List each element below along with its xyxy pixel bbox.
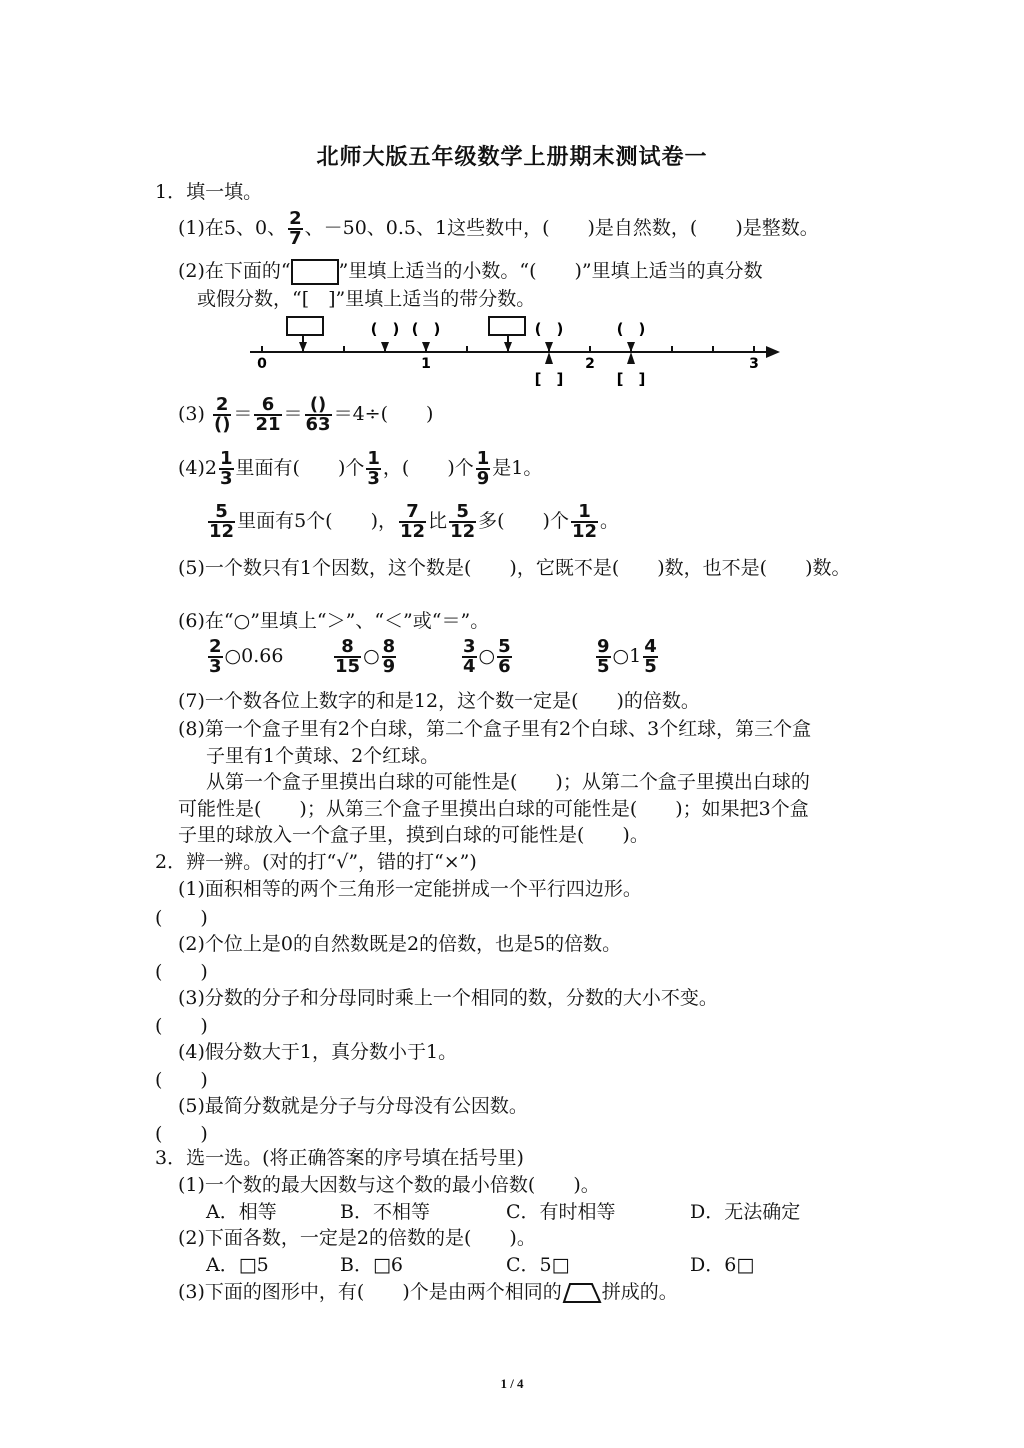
compare-circle: ○ xyxy=(363,645,380,667)
s3-q1-option-b: B．不相等 xyxy=(340,1201,430,1223)
fraction: $\frac{3}{4}$ xyxy=(463,636,476,677)
s3-q2-option-b: B．□6 xyxy=(340,1254,404,1276)
paren-label: ( ) xyxy=(534,320,564,338)
answer-box xyxy=(291,259,339,285)
compare-circle: ○ xyxy=(478,645,496,667)
fraction: $\frac{1}{12}$ xyxy=(571,501,598,542)
q1-4-line1 xyxy=(178,450,542,488)
s2-answer-blank: ( ) xyxy=(155,1015,208,1037)
text: 多( )个 xyxy=(478,510,569,532)
tick-label-1: 1 xyxy=(421,356,431,372)
compare-circle: ○1 xyxy=(612,645,642,667)
fraction: $\frac{4}{5}$ xyxy=(644,636,657,677)
page-title: 北师大版五年级数学上册期末测试卷一 xyxy=(316,144,708,170)
fraction: $\frac{5}{12}$ xyxy=(209,501,235,542)
tick-label-3: 3 xyxy=(749,356,759,372)
bracket-label: [ ] xyxy=(616,370,646,388)
s3-q3-text-b: 拼成的。 xyxy=(601,1281,678,1303)
number-line xyxy=(240,312,800,392)
q1-8-line2: 子里有1个黄球、2个红球。 xyxy=(206,745,440,767)
paren-label: ( ) xyxy=(616,320,646,338)
text: 里面有5个( )， xyxy=(237,510,397,532)
s2-answer-blank: ( ) xyxy=(155,1123,208,1145)
fraction: $\frac{2}{3}$ xyxy=(209,636,222,677)
fraction: $\frac{6}{21}$ xyxy=(255,394,281,435)
paren-label: ( ) xyxy=(370,320,400,338)
q1-8-line4: 可能性是( )；从第三个盒子里摸出白球的可能性是( )；如果把3个盒 xyxy=(178,798,809,820)
q1-6-compare-2 xyxy=(332,638,398,676)
fraction: $\frac{1}{3}$ xyxy=(220,448,233,489)
text: (4)2 xyxy=(178,457,218,479)
q1-2-text-a: (2)在下面的“ xyxy=(178,260,291,282)
s3-q1-option-a: A．相等 xyxy=(206,1201,277,1223)
fraction: $\frac{5}{6}$ xyxy=(498,636,511,677)
s3-q1-option-c: C．有时相等 xyxy=(506,1201,616,1223)
text: 比 xyxy=(428,510,448,532)
s2-item-3: (3)分数的分子和分母同时乘上一个相同的数，分数的大小不变。 xyxy=(178,987,718,1009)
q1-3 xyxy=(178,396,433,434)
s3-q3-text-a: (3)下面的图形中，有( )个是由两个相同的 xyxy=(178,1281,562,1303)
fraction: $\frac{9}{5}$ xyxy=(597,636,610,677)
q1-2-line1 xyxy=(178,259,763,285)
q1-5: (5)一个数只有1个因数，这个数是( )，它既不是( )数，也不是( )数。 xyxy=(178,557,851,579)
s3-q2: (2)下面各数，一定是2的倍数的是( )。 xyxy=(178,1227,536,1249)
s2-item-5: (5)最简分数就是分子与分母没有公因数。 xyxy=(178,1095,528,1117)
q1-1 xyxy=(178,210,819,248)
q1-1-text-b: 、－50、0.5、1这些数中，( )是自然数，( )是整数。 xyxy=(304,217,819,239)
q1-1-text-a: (1)在5、0、 xyxy=(178,217,287,239)
s3-q1: (1)一个数的最大因数与这个数的最小倍数( )。 xyxy=(178,1174,600,1196)
fraction: $\frac{8}{9}$ xyxy=(382,636,396,677)
fraction: $\frac{2}{7}$ xyxy=(289,208,302,249)
q1-6-compare-3 xyxy=(460,638,514,676)
s3-q2-option-d: D．6□ xyxy=(690,1254,755,1276)
paren-label: ( ) xyxy=(411,320,441,338)
s2-item-2: (2)个位上是0的自然数既是2的倍数，也是5的倍数。 xyxy=(178,933,622,955)
s3-q1-option-d: D．无法确定 xyxy=(690,1201,801,1223)
fraction: $\frac{1}{9}$ xyxy=(476,448,490,489)
q1-4-line2 xyxy=(206,503,619,541)
q1-6-compare-4 xyxy=(594,638,660,676)
s3-q2-option-a: A．□5 xyxy=(206,1254,269,1276)
compare-rest: ○0.66 xyxy=(224,645,284,667)
s2-answer-blank: ( ) xyxy=(155,961,208,983)
fraction: $\frac{5}{12}$ xyxy=(450,501,476,542)
s2-item-1: (1)面积相等的两个三角形一定能拼成一个平行四边形。 xyxy=(178,878,642,900)
q1-8-line5: 子里的球放入一个盒子里，摸到白球的可能性是( )。 xyxy=(178,824,649,846)
s3-q3 xyxy=(178,1280,678,1304)
fraction: $\frac{8}{15}$ xyxy=(335,636,361,677)
section-3-heading: 3．选一选。(将正确答案的序号填在括号里) xyxy=(155,1147,524,1169)
q1-7: (7)一个数各位上数字的和是12，这个数一定是( )的倍数。 xyxy=(178,690,700,712)
text: 是1。 xyxy=(492,457,543,479)
page-number: 1 / 4 xyxy=(500,1376,524,1391)
text: ，( )个 xyxy=(382,457,474,479)
fraction: $\frac{2}{()}$ xyxy=(213,394,231,435)
q1-6-heading: (6)在“○”里填上“＞”、“＜”或“＝”。 xyxy=(178,610,490,632)
s2-answer-blank: ( ) xyxy=(155,1069,208,1091)
q1-8-line1: (8)第一个盒子里有2个白球，第二个盒子里有2个白球、3个红球，第三个盒 xyxy=(178,718,812,740)
fraction: $\frac{7}{12}$ xyxy=(399,501,426,542)
text: 。 xyxy=(600,510,620,532)
text: 里面有( )个 xyxy=(235,457,365,479)
q1-3-label: (3) xyxy=(178,403,205,425)
q1-6-compare-1 xyxy=(206,638,283,676)
fraction: $\frac{()}{63}$ xyxy=(305,394,331,435)
tick-label-2: 2 xyxy=(585,356,595,372)
fraction: $\frac{1}{3}$ xyxy=(367,448,380,489)
q1-3-tail: ＝4÷( ) xyxy=(333,403,434,425)
section-2-heading: 2．辨一辨。(对的打“√”，错的打“×”) xyxy=(155,851,477,873)
q1-2-line2: 或假分数，“[ ]”里填上适当的带分数。 xyxy=(197,288,536,310)
section-1-heading: 1．填一填。 xyxy=(155,181,263,203)
q1-2-text-b: ”里填上适当的小数。“( )”里填上适当的真分数 xyxy=(338,260,763,282)
tick-label-0: 0 xyxy=(257,356,267,372)
s3-q2-option-c: C．5□ xyxy=(506,1254,570,1276)
equals: ＝ xyxy=(233,403,253,425)
bracket-label: [ ] xyxy=(534,370,564,388)
equals: ＝ xyxy=(283,403,303,425)
s2-item-4: (4)假分数大于1，真分数小于1。 xyxy=(178,1041,458,1063)
q1-8-line3: 从第一个盒子里摸出白球的可能性是( )；从第二个盒子里摸出白球的 xyxy=(206,771,810,793)
s2-answer-blank: ( ) xyxy=(155,907,208,929)
trapezoid-icon xyxy=(562,1282,602,1304)
